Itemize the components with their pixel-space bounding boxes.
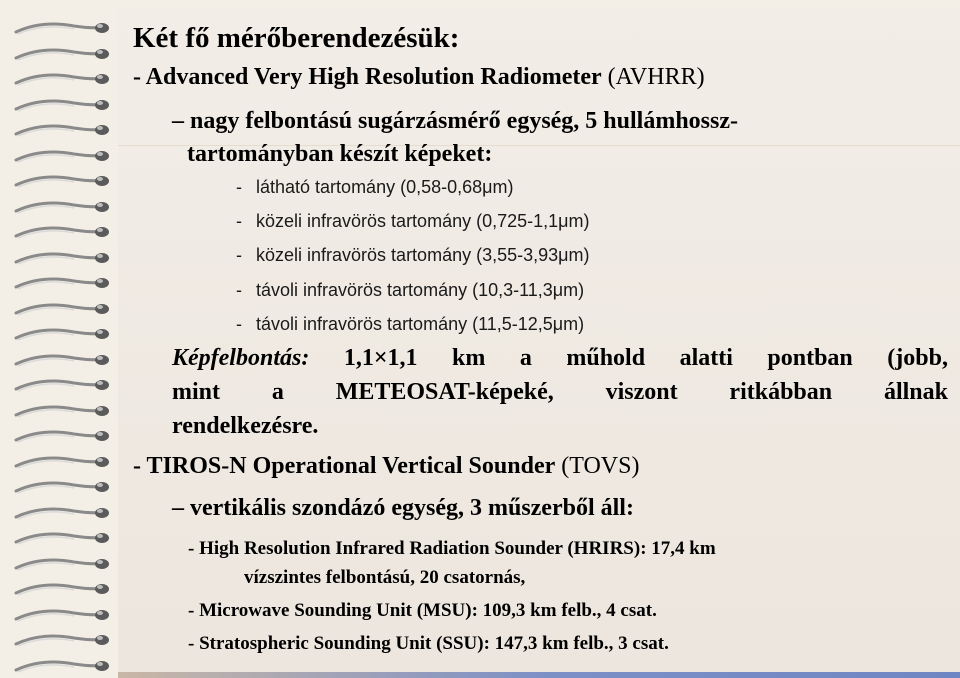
avhrr-abbr: (AVHRR) [607,64,705,90]
spiral-ring-icon [12,556,112,574]
band-item: - távoli infravörös tartomány (10,3-11,3μm) [236,280,585,300]
band-item: - közeli infravörös tartomány (3,55-3,93μm) [236,245,590,265]
spiral-ring-icon [12,403,112,421]
avhrr-desc-2: tartományban készít képeket: [187,141,493,167]
instrument-item: - Stratospheric Sounding Unit (SSU): 147,3 km felb., 3 csat. [188,633,669,654]
band-item: - közeli infravörös tartomány (0,725-1,1μm) [236,211,590,231]
spiral-ring-icon [12,199,112,217]
instrument-item: - Microwave Sounding Unit (MSU): 109,3 km felb., 4 csat. [188,600,657,621]
spiral-ring-icon [12,20,112,38]
resolution-line-2: mint a METEOSAT-képeké, viszont ritkábban állnak [172,379,948,405]
tovs-name: - TIROS-N Operational Vertical Sounder [133,453,556,479]
spiral-ring-icon [12,250,112,268]
spiral-ring-icon [12,479,112,497]
spiral-ring-icon [12,581,112,599]
avhrr-heading [133,64,705,91]
spiral-ring-icon [12,632,112,650]
band-item: - távoli infravörös tartomány (11,5-12,5μm) [236,314,585,334]
spiral-ring-icon [12,71,112,89]
spiral-ring-icon [12,454,112,472]
tovs-abbr: (TOVS) [561,453,640,479]
spiral-ring-icon [12,275,112,293]
spiral-ring-icon [12,530,112,548]
spiral-ring-icon [12,326,112,344]
spiral-ring-icon [12,97,112,115]
avhrr-desc-1: – nagy felbontású sugárzásmérő egység, 5 hullámhossz- [172,108,739,134]
resolution-line-3: rendelkezésre. [172,413,319,439]
spiral-ring-icon [12,122,112,140]
spiral-ring-icon [12,428,112,446]
spiral-ring-icon [12,224,112,242]
band-item: - látható tartomány (0,58-0,68μm) [236,177,514,197]
spiral-ring-icon [12,46,112,64]
spiral-ring-icon [12,658,112,676]
resolution-line-1: Képfelbontás: 1,1×1,1 km a műhold alatti pontban (jobb, [172,345,948,371]
spiral-ring-icon [12,377,112,395]
spiral-ring-icon [12,505,112,523]
spiral-ring-icon [12,301,112,319]
bottom-bar [118,672,960,678]
tovs-desc: – vertikális szondázó egység, 3 műszerből áll: [172,495,634,521]
tovs-heading [133,453,639,480]
instrument-item: vízszintes felbontású, 20 csatornás, [244,567,526,588]
spiral-ring-icon [12,607,112,625]
avhrr-name: - Advanced Very High Resolution Radiometer [133,64,602,90]
spiral-ring-icon [12,352,112,370]
spiral-ring-icon [12,173,112,191]
slide-title: Két fő mérőberendezésük: [133,22,460,54]
instrument-item: - High Resolution Infrared Radiation Sounder (HRIRS): 17,4 km [188,538,716,559]
spiral-binding-icon [0,0,118,678]
spiral-ring-icon [12,148,112,166]
